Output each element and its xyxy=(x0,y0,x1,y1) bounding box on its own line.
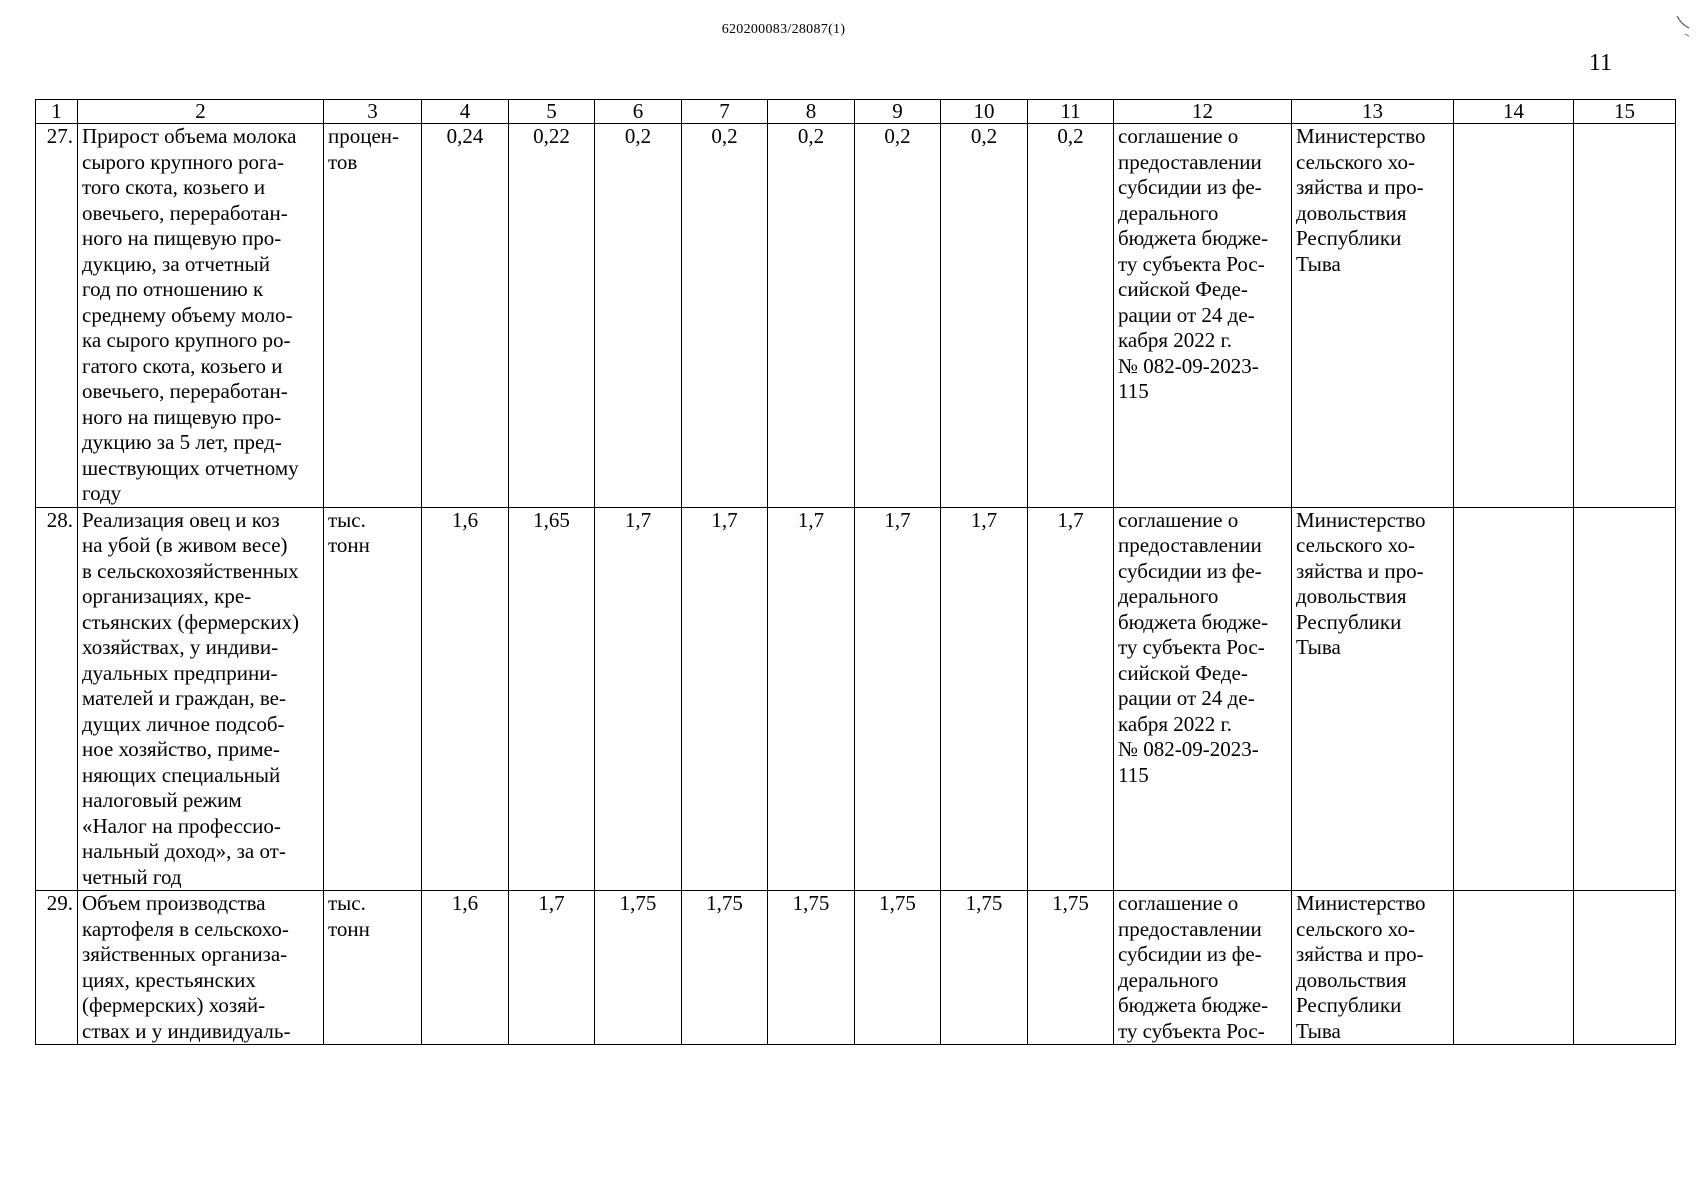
scan-mark-icon xyxy=(1675,14,1691,38)
value-cell: 1,7 xyxy=(941,507,1028,891)
value-cell: 1,65 xyxy=(509,507,595,891)
value-cell: 0,2 xyxy=(1028,124,1114,508)
value-cell: 1,75 xyxy=(595,891,682,1045)
column-header: 12 xyxy=(1114,100,1292,124)
value-cell: 1,7 xyxy=(1028,507,1114,891)
unit-of-measure: процен- тов xyxy=(324,124,422,508)
value-cell: 0,2 xyxy=(682,124,768,508)
responsible-body: Министерство сельского хо- зяйства и про- довольствия Республики Тыва xyxy=(1292,891,1454,1045)
responsible-body: Министерство сельского хо- зяйства и про- довольствия Республики Тыва xyxy=(1292,507,1454,891)
value-cell: 0,2 xyxy=(941,124,1028,508)
indicator-name: Объем производства картофеля в сельскохо- зяйственных организа- циях, крестьянских (фермерских) хозяй- ствах и у индивидуаль- xyxy=(78,891,324,1045)
column-header: 9 xyxy=(855,100,941,124)
column-header: 3 xyxy=(324,100,422,124)
value-cell: 1,6 xyxy=(422,891,509,1045)
value-cell: 1,7 xyxy=(855,507,941,891)
empty-cell xyxy=(1454,891,1574,1045)
basis-document: соглашение о предоставлении субсидии из фе- дерального бюджета бюдже- ту субъекта Рос- xyxy=(1114,891,1292,1045)
page-number: 11 xyxy=(1588,50,1612,76)
column-header: 7 xyxy=(682,100,768,124)
value-cell: 1,7 xyxy=(595,507,682,891)
value-cell: 1,7 xyxy=(768,507,855,891)
column-header: 15 xyxy=(1574,100,1676,124)
column-header: 10 xyxy=(941,100,1028,124)
row-number: 27. xyxy=(36,124,78,508)
column-number-row xyxy=(36,100,1676,124)
value-cell: 0,2 xyxy=(855,124,941,508)
unit-of-measure: тыс. тонн xyxy=(324,507,422,891)
value-cell: 1,75 xyxy=(768,891,855,1045)
unit-of-measure: тыс. тонн xyxy=(324,891,422,1045)
value-cell: 1,6 xyxy=(422,507,509,891)
indicator-name: Прирост объема молока сырого крупного рога- того скота, козьего и овечьего, переработан- ного на пищевую про- дукцию, за отчетный год по отношению к среднему объему моло- ка сырого крупного ро- гатого скота, козьего и овечьего, переработан- ного на пищевую про- дукцию за 5 лет, пред- шествующих отчетному году xyxy=(78,124,324,508)
value-cell: 1,7 xyxy=(509,891,595,1045)
row-number: 29. xyxy=(36,891,78,1045)
empty-cell xyxy=(1574,124,1676,508)
value-cell: 0,24 xyxy=(422,124,509,508)
table-row xyxy=(36,124,1676,508)
column-header: 8 xyxy=(768,100,855,124)
value-cell: 0,2 xyxy=(768,124,855,508)
basis-document: соглашение о предоставлении субсидии из фе- дерального бюджета бюдже- ту субъекта Рос- сийской Феде- рации от 24 де- кабря 2022 г. № 082-09-2023- 115 xyxy=(1114,124,1292,508)
value-cell: 1,75 xyxy=(941,891,1028,1045)
empty-cell xyxy=(1454,124,1574,508)
column-header: 6 xyxy=(595,100,682,124)
column-header: 11 xyxy=(1028,100,1114,124)
value-cell: 1,75 xyxy=(682,891,768,1045)
table-row xyxy=(36,891,1676,1045)
empty-cell xyxy=(1574,891,1676,1045)
value-cell: 0,22 xyxy=(509,124,595,508)
empty-cell xyxy=(1454,507,1574,891)
indicator-name: Реализация овец и коз на убой (в живом весе) в сельскохозяйственных организациях, кре- стьянских (фермерских) хозяйствах, у индиви- дуальных предприни- мателей и граждан, ве- дущих личное подсоб- ное хозяйство, приме- няющих специальный налоговый режим «Налог на профессио- нальный доход», за от- четный год xyxy=(78,507,324,891)
empty-cell xyxy=(1574,507,1676,891)
row-number: 28. xyxy=(36,507,78,891)
column-header: 13 xyxy=(1292,100,1454,124)
indicators-table xyxy=(35,99,1676,1045)
column-header: 5 xyxy=(509,100,595,124)
responsible-body: Министерство сельского хо- зяйства и про- довольствия Республики Тыва xyxy=(1292,124,1454,508)
table-row xyxy=(36,507,1676,891)
value-cell: 1,7 xyxy=(682,507,768,891)
value-cell: 0,2 xyxy=(595,124,682,508)
column-header: 14 xyxy=(1454,100,1574,124)
column-header: 1 xyxy=(36,100,78,124)
basis-document: соглашение о предоставлении субсидии из фе- дерального бюджета бюдже- ту субъекта Рос- сийской Феде- рации от 24 де- кабря 2022 г. № 082-09-2023- 115 xyxy=(1114,507,1292,891)
value-cell: 1,75 xyxy=(1028,891,1114,1045)
document-id: 620200083/28087(1) xyxy=(721,22,846,37)
column-header: 4 xyxy=(422,100,509,124)
column-header: 2 xyxy=(78,100,324,124)
value-cell: 1,75 xyxy=(855,891,941,1045)
